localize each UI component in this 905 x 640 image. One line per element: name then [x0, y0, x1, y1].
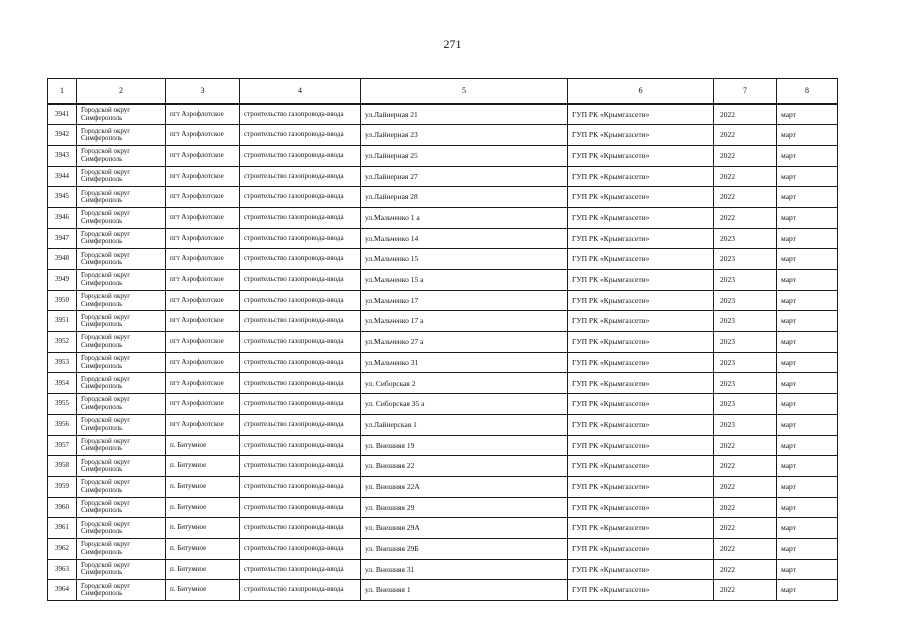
year-cell: 2022 — [714, 559, 777, 580]
year-cell: 2022 — [714, 166, 777, 187]
year-cell: 2022 — [714, 518, 777, 539]
year-cell: 2023 — [714, 332, 777, 353]
row-number: 3951 — [48, 311, 77, 332]
year-cell: 2022 — [714, 538, 777, 559]
row-number: 3960 — [48, 497, 77, 518]
row-number: 3949 — [48, 270, 77, 291]
month-cell: март — [777, 207, 838, 228]
column-header: 6 — [568, 79, 714, 105]
address-cell: ул.Лайнерная 27 — [361, 166, 568, 187]
month-cell: март — [777, 145, 838, 166]
row-number: 3941 — [48, 104, 77, 125]
month-cell: март — [777, 373, 838, 394]
month-cell: март — [777, 352, 838, 373]
page-number: 271 — [443, 37, 462, 51]
work-type-cell: строительство газопровода-ввода — [240, 352, 361, 373]
organization-cell: ГУП РК «Крымгазсети» — [568, 435, 714, 456]
organization-cell: ГУП РК «Крымгазсети» — [568, 373, 714, 394]
district-cell: Городской округ Симферополь — [77, 559, 166, 580]
organization-cell: ГУП РК «Крымгазсети» — [568, 125, 714, 146]
address-cell: ул.Мальченко 31 — [361, 352, 568, 373]
table-row — [48, 559, 838, 580]
work-type-cell: строительство газопровода-ввода — [240, 580, 361, 601]
address-cell: ул. Внешняя 29Б — [361, 538, 568, 559]
table-row — [48, 394, 838, 415]
address-cell: ул.Лайнерная 21 — [361, 104, 568, 125]
year-cell: 2022 — [714, 207, 777, 228]
row-number: 3942 — [48, 125, 77, 146]
work-type-cell: строительство газопровода-ввода — [240, 373, 361, 394]
month-cell: март — [777, 311, 838, 332]
table-row — [48, 373, 838, 394]
month-cell: март — [777, 580, 838, 601]
row-number: 3961 — [48, 518, 77, 539]
row-number: 3956 — [48, 414, 77, 435]
work-type-cell: строительство газопровода-ввода — [240, 476, 361, 497]
settlement-cell: пгт Аэрофлотское — [166, 414, 240, 435]
organization-cell: ГУП РК «Крымгазсети» — [568, 394, 714, 415]
table-row — [48, 476, 838, 497]
district-cell: Городской округ Симферополь — [77, 435, 166, 456]
table-row — [48, 497, 838, 518]
work-type-cell: строительство газопровода-ввода — [240, 538, 361, 559]
month-cell: март — [777, 104, 838, 125]
organization-cell: ГУП РК «Крымгазсети» — [568, 497, 714, 518]
work-type-cell: строительство газопровода-ввода — [240, 125, 361, 146]
settlement-cell: п. Битумное — [166, 538, 240, 559]
address-cell: ул. Сиборская 35 а — [361, 394, 568, 415]
table-row — [48, 145, 838, 166]
year-cell: 2022 — [714, 104, 777, 125]
district-cell: Городской округ Симферополь — [77, 538, 166, 559]
address-cell: ул.Мальченко 17 — [361, 290, 568, 311]
month-cell: март — [777, 249, 838, 270]
month-cell: март — [777, 125, 838, 146]
month-cell: март — [777, 414, 838, 435]
year-cell: 2022 — [714, 187, 777, 208]
settlement-cell: пгт Аэрофлотское — [166, 394, 240, 415]
address-cell: ул. Внешняя 22 — [361, 456, 568, 477]
work-type-cell: строительство газопровода-ввода — [240, 414, 361, 435]
organization-cell: ГУП РК «Крымгазсети» — [568, 228, 714, 249]
district-cell: Городской округ Симферополь — [77, 332, 166, 353]
settlement-cell: п. Битумное — [166, 497, 240, 518]
year-cell: 2022 — [714, 435, 777, 456]
column-header: 2 — [77, 79, 166, 105]
row-number: 3945 — [48, 187, 77, 208]
settlement-cell: пгт Аэрофлотское — [166, 352, 240, 373]
year-cell: 2022 — [714, 497, 777, 518]
work-type-cell: строительство газопровода-ввода — [240, 559, 361, 580]
table-row — [48, 352, 838, 373]
month-cell: март — [777, 456, 838, 477]
work-type-cell: строительство газопровода-ввода — [240, 456, 361, 477]
address-cell: ул.Лайнерная 25 — [361, 145, 568, 166]
work-type-cell: строительство газопровода-ввода — [240, 166, 361, 187]
row-number: 3957 — [48, 435, 77, 456]
row-number: 3953 — [48, 352, 77, 373]
work-type-cell: строительство газопровода-ввода — [240, 104, 361, 125]
work-type-cell: строительство газопровода-ввода — [240, 290, 361, 311]
row-number: 3952 — [48, 332, 77, 353]
work-type-cell: строительство газопровода-ввода — [240, 497, 361, 518]
table-row — [48, 290, 838, 311]
organization-cell: ГУП РК «Крымгазсети» — [568, 456, 714, 477]
row-number: 3963 — [48, 559, 77, 580]
organization-cell: ГУП РК «Крымгазсети» — [568, 270, 714, 291]
settlement-cell: п. Битумное — [166, 559, 240, 580]
table-row — [48, 414, 838, 435]
address-cell: ул.Мальченко 15 — [361, 249, 568, 270]
month-cell: март — [777, 290, 838, 311]
settlement-cell: пгт Аэрофлотское — [166, 145, 240, 166]
work-type-cell: строительство газопровода-ввода — [240, 332, 361, 353]
settlement-cell: п. Битумное — [166, 435, 240, 456]
year-cell: 2023 — [714, 352, 777, 373]
organization-cell: ГУП РК «Крымгазсети» — [568, 332, 714, 353]
address-cell: ул. Внешняя 19 — [361, 435, 568, 456]
organization-cell: ГУП РК «Крымгазсети» — [568, 207, 714, 228]
work-type-cell: строительство газопровода-ввода — [240, 228, 361, 249]
table-row — [48, 249, 838, 270]
table-row — [48, 187, 838, 208]
row-number: 3954 — [48, 373, 77, 394]
year-cell: 2022 — [714, 456, 777, 477]
organization-cell: ГУП РК «Крымгазсети» — [568, 414, 714, 435]
table-row — [48, 270, 838, 291]
district-cell: Городской округ Симферополь — [77, 166, 166, 187]
organization-cell: ГУП РК «Крымгазсети» — [568, 249, 714, 270]
organization-cell: ГУП РК «Крымгазсети» — [568, 311, 714, 332]
month-cell: март — [777, 518, 838, 539]
organization-cell: ГУП РК «Крымгазсети» — [568, 580, 714, 601]
month-cell: март — [777, 166, 838, 187]
work-type-cell: строительство газопровода-ввода — [240, 249, 361, 270]
district-cell: Городской округ Симферополь — [77, 580, 166, 601]
work-type-cell: строительство газопровода-ввода — [240, 394, 361, 415]
district-cell: Городской округ Симферополь — [77, 414, 166, 435]
row-number: 3950 — [48, 290, 77, 311]
settlement-cell: пгт Аэрофлотское — [166, 207, 240, 228]
year-cell: 2023 — [714, 270, 777, 291]
organization-cell: ГУП РК «Крымгазсети» — [568, 352, 714, 373]
month-cell: март — [777, 187, 838, 208]
district-cell: Городской округ Симферополь — [77, 290, 166, 311]
settlement-cell: п. Битумное — [166, 580, 240, 601]
year-cell: 2023 — [714, 373, 777, 394]
row-number: 3964 — [48, 580, 77, 601]
table-row — [48, 456, 838, 477]
address-cell: ул.Лайнерная 23 — [361, 125, 568, 146]
settlement-cell: пгт Аэрофлотское — [166, 228, 240, 249]
settlement-cell: пгт Аэрофлотское — [166, 332, 240, 353]
year-cell: 2023 — [714, 228, 777, 249]
settlement-cell: пгт Аэрофлотское — [166, 104, 240, 125]
month-cell: март — [777, 476, 838, 497]
registry-table — [47, 78, 838, 601]
district-cell: Городской округ Симферополь — [77, 145, 166, 166]
address-cell: ул. Внешняя 31 — [361, 559, 568, 580]
address-cell: ул.Лайнерская 1 — [361, 414, 568, 435]
column-header: 7 — [714, 79, 777, 105]
address-cell: ул. Внешняя 22А — [361, 476, 568, 497]
organization-cell: ГУП РК «Крымгазсети» — [568, 559, 714, 580]
settlement-cell: пгт Аэрофлотское — [166, 311, 240, 332]
table-row — [48, 518, 838, 539]
settlement-cell: пгт Аэрофлотское — [166, 166, 240, 187]
row-number: 3955 — [48, 394, 77, 415]
district-cell: Городской округ Симферополь — [77, 125, 166, 146]
column-header: 8 — [777, 79, 838, 105]
month-cell: март — [777, 228, 838, 249]
month-cell: март — [777, 497, 838, 518]
settlement-cell: п. Битумное — [166, 518, 240, 539]
table-row — [48, 580, 838, 601]
month-cell: март — [777, 270, 838, 291]
column-header: 4 — [240, 79, 361, 105]
district-cell: Городской округ Симферополь — [77, 270, 166, 291]
year-cell: 2023 — [714, 249, 777, 270]
table-row — [48, 538, 838, 559]
table-row — [48, 435, 838, 456]
organization-cell: ГУП РК «Крымгазсети» — [568, 518, 714, 539]
settlement-cell: п. Битумное — [166, 456, 240, 477]
year-cell: 2022 — [714, 580, 777, 601]
row-number: 3948 — [48, 249, 77, 270]
settlement-cell: п. Битумное — [166, 476, 240, 497]
row-number: 3962 — [48, 538, 77, 559]
address-cell: ул. Сиборская 2 — [361, 373, 568, 394]
address-cell: ул. Внешняя 1 — [361, 580, 568, 601]
district-cell: Городской округ Симферополь — [77, 352, 166, 373]
table-header — [48, 79, 838, 105]
settlement-cell: пгт Аэрофлотское — [166, 125, 240, 146]
organization-cell: ГУП РК «Крымгазсети» — [568, 166, 714, 187]
header-row — [48, 79, 838, 105]
table-row — [48, 166, 838, 187]
work-type-cell: строительство газопровода-ввода — [240, 187, 361, 208]
table-body — [48, 104, 838, 601]
district-cell: Городской округ Симферополь — [77, 394, 166, 415]
district-cell: Городской округ Симферополь — [77, 476, 166, 497]
row-number: 3946 — [48, 207, 77, 228]
district-cell: Городской округ Симферополь — [77, 207, 166, 228]
year-cell: 2022 — [714, 145, 777, 166]
year-cell: 2023 — [714, 311, 777, 332]
district-cell: Городской округ Симферополь — [77, 187, 166, 208]
month-cell: март — [777, 435, 838, 456]
work-type-cell: строительство газопровода-ввода — [240, 270, 361, 291]
district-cell: Городской округ Симферополь — [77, 228, 166, 249]
district-cell: Городской округ Симферополь — [77, 104, 166, 125]
table-row — [48, 207, 838, 228]
table-row — [48, 125, 838, 146]
table-row — [48, 228, 838, 249]
organization-cell: ГУП РК «Крымгазсети» — [568, 104, 714, 125]
organization-cell: ГУП РК «Крымгазсети» — [568, 290, 714, 311]
month-cell: март — [777, 332, 838, 353]
row-number: 3958 — [48, 456, 77, 477]
district-cell: Городской округ Симферополь — [77, 456, 166, 477]
settlement-cell: пгт Аэрофлотское — [166, 373, 240, 394]
work-type-cell: строительство газопровода-ввода — [240, 311, 361, 332]
column-header: 5 — [361, 79, 568, 105]
address-cell: ул.Лайнерная 28 — [361, 187, 568, 208]
table-row — [48, 332, 838, 353]
year-cell: 2023 — [714, 290, 777, 311]
year-cell: 2022 — [714, 476, 777, 497]
row-number: 3944 — [48, 166, 77, 187]
address-cell: ул.Мальченко 14 — [361, 228, 568, 249]
organization-cell: ГУП РК «Крымгазсети» — [568, 187, 714, 208]
column-header: 1 — [48, 79, 77, 105]
settlement-cell: пгт Аэрофлотское — [166, 270, 240, 291]
address-cell: ул. Внешняя 29 — [361, 497, 568, 518]
work-type-cell: строительство газопровода-ввода — [240, 435, 361, 456]
month-cell: март — [777, 559, 838, 580]
row-number: 3947 — [48, 228, 77, 249]
address-cell: ул.Мальченко 15 а — [361, 270, 568, 291]
row-number: 3959 — [48, 476, 77, 497]
row-number: 3943 — [48, 145, 77, 166]
district-cell: Городской округ Симферополь — [77, 373, 166, 394]
settlement-cell: пгт Аэрофлотское — [166, 290, 240, 311]
work-type-cell: строительство газопровода-ввода — [240, 207, 361, 228]
table-row — [48, 104, 838, 125]
year-cell: 2022 — [714, 125, 777, 146]
organization-cell: ГУП РК «Крымгазсети» — [568, 145, 714, 166]
month-cell: март — [777, 394, 838, 415]
district-cell: Городской округ Симферополь — [77, 249, 166, 270]
organization-cell: ГУП РК «Крымгазсети» — [568, 476, 714, 497]
district-cell: Городской округ Симферополь — [77, 518, 166, 539]
settlement-cell: пгт Аэрофлотское — [166, 187, 240, 208]
column-header: 3 — [166, 79, 240, 105]
month-cell: март — [777, 538, 838, 559]
district-cell: Городской округ Симферополь — [77, 311, 166, 332]
address-cell: ул.Мальченко 27 а — [361, 332, 568, 353]
year-cell: 2023 — [714, 414, 777, 435]
work-type-cell: строительство газопровода-ввода — [240, 518, 361, 539]
year-cell: 2023 — [714, 394, 777, 415]
work-type-cell: строительство газопровода-ввода — [240, 145, 361, 166]
table-row — [48, 311, 838, 332]
district-cell: Городской округ Симферополь — [77, 497, 166, 518]
address-cell: ул.Мальченко 17 а — [361, 311, 568, 332]
settlement-cell: пгт Аэрофлотское — [166, 249, 240, 270]
address-cell: ул. Внешняя 29А — [361, 518, 568, 539]
organization-cell: ГУП РК «Крымгазсети» — [568, 538, 714, 559]
address-cell: ул.Мальченко 1 а — [361, 207, 568, 228]
